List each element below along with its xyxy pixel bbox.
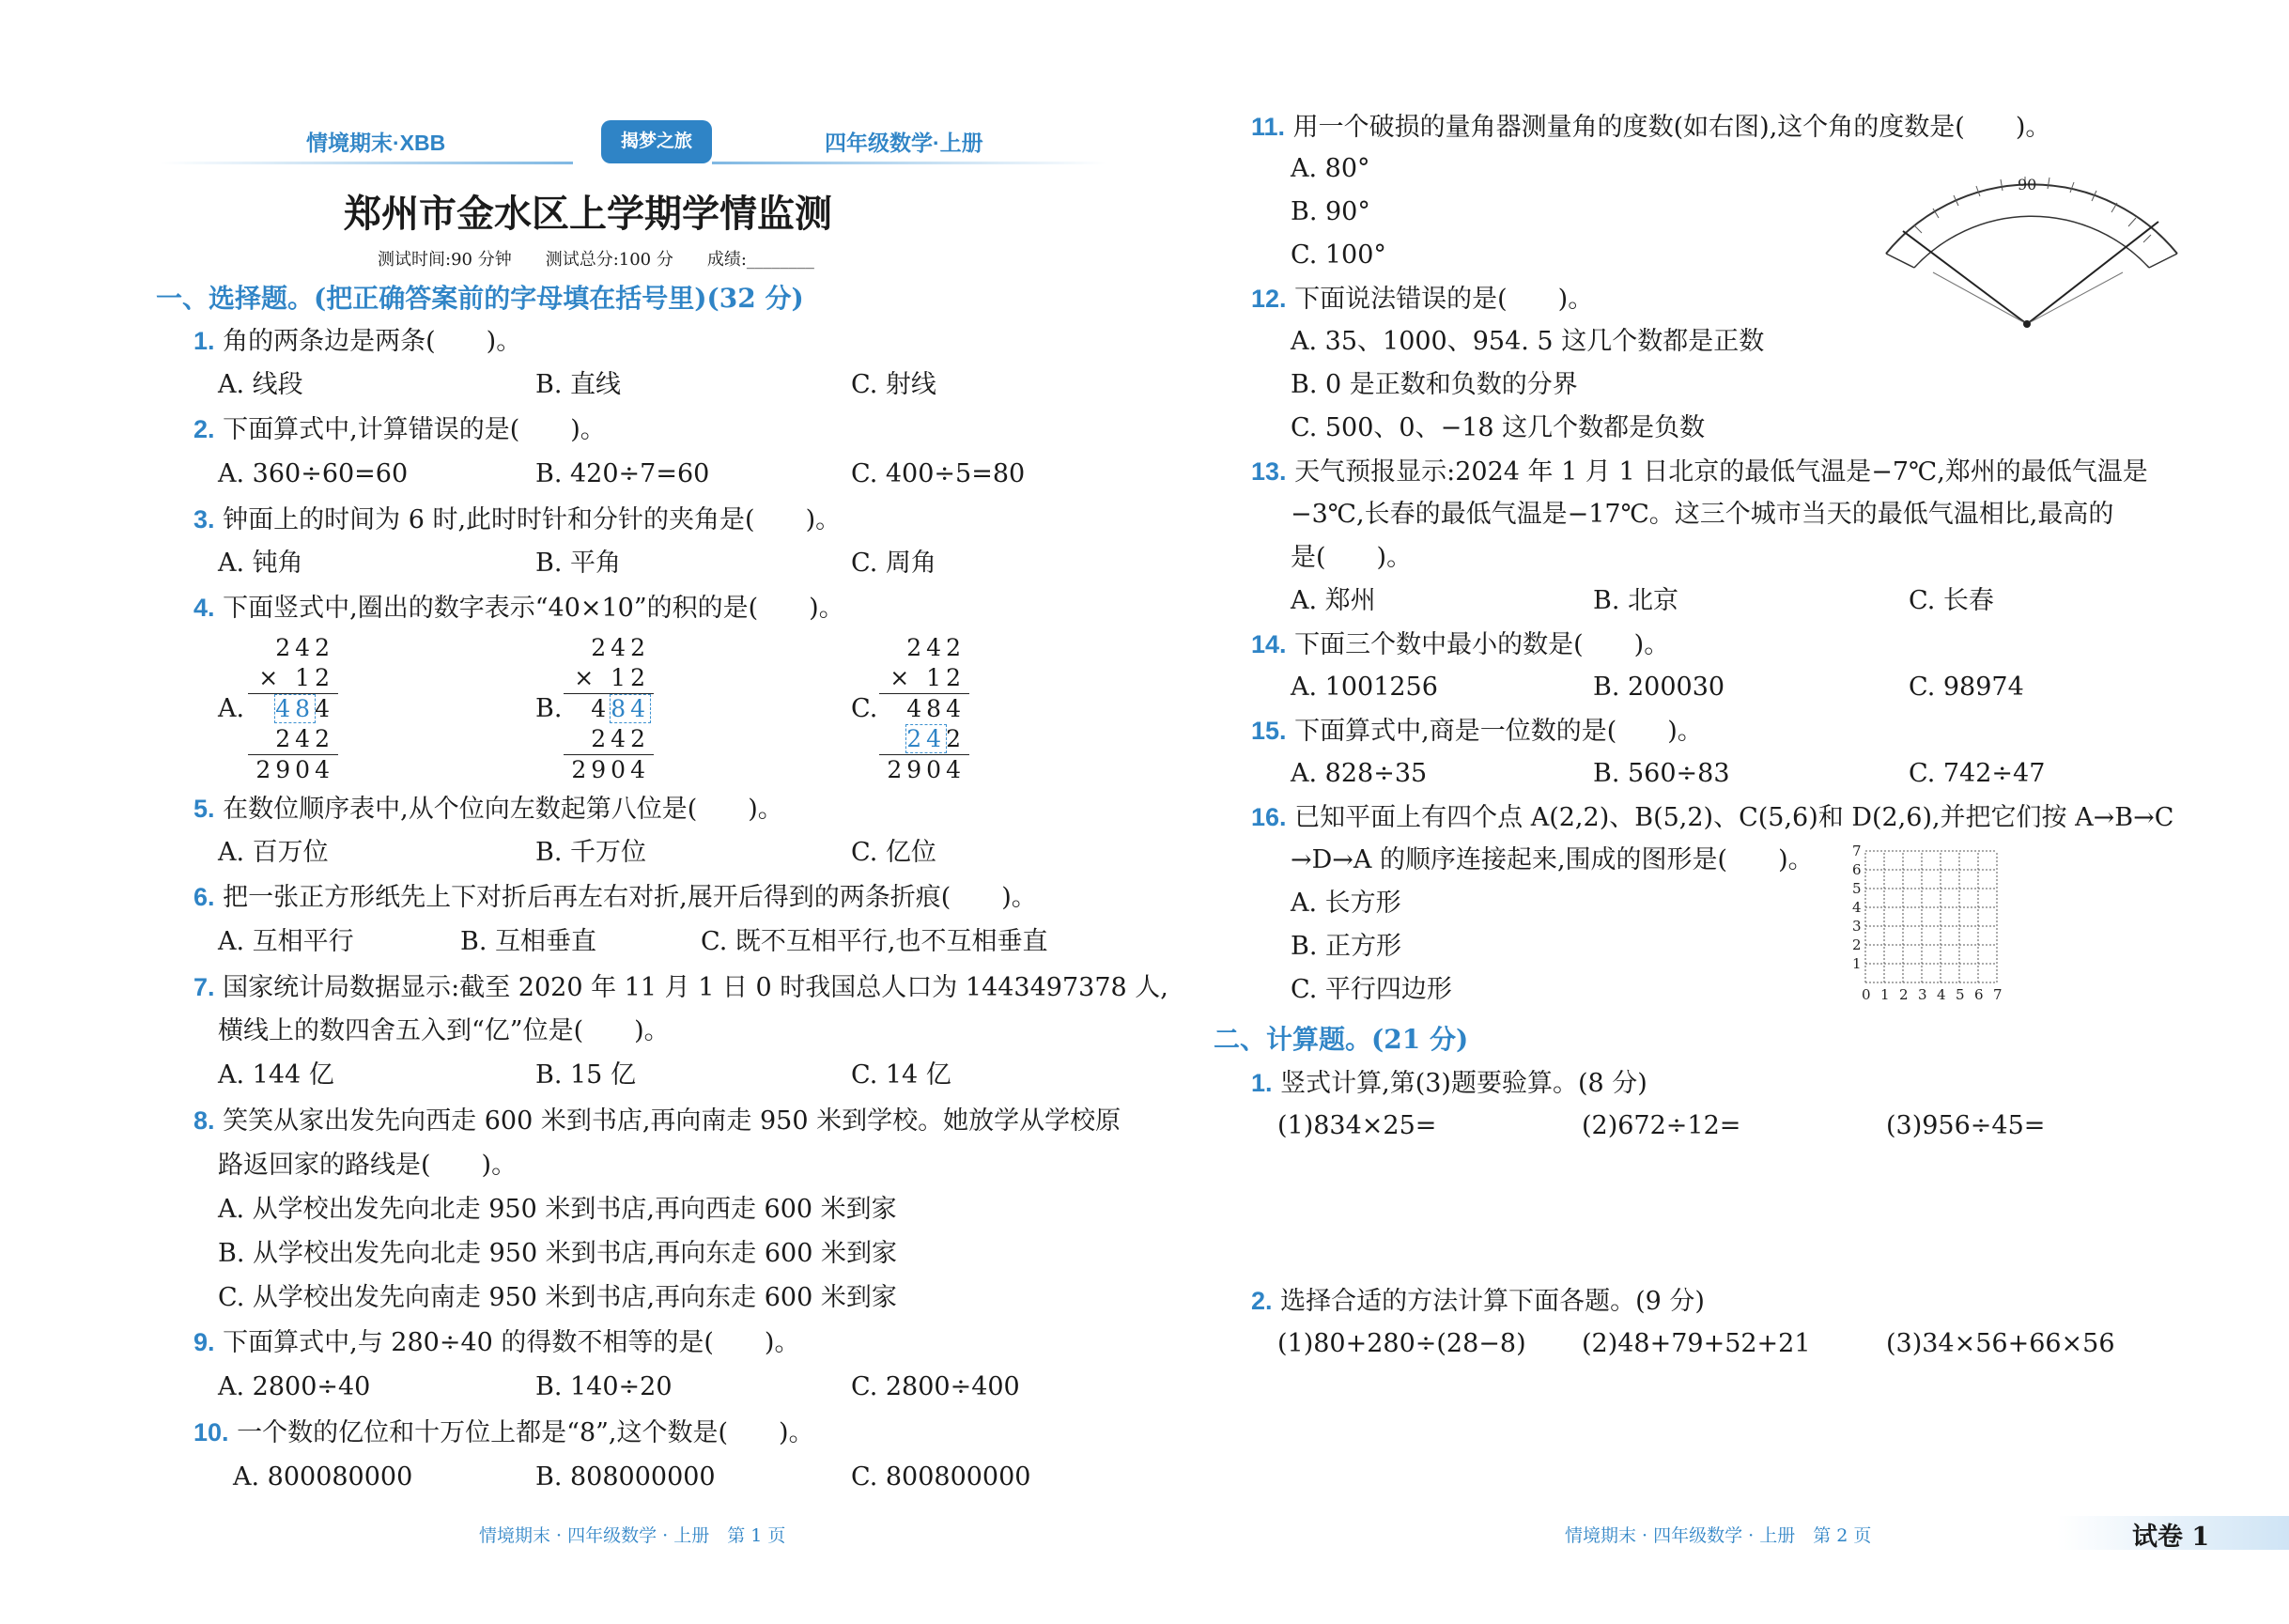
question-15 — [1251, 709, 1703, 753]
option-14a[interactable]: A. 1001256 — [1291, 673, 1438, 702]
q-number: 6. — [193, 883, 215, 911]
q-text: 竖式计算,第(3)题要验算。(8 分) — [1280, 1069, 1647, 1098]
question-13-line3: 是( )。 — [1291, 543, 1413, 572]
mult-result: 2904 — [571, 756, 650, 783]
option-9c[interactable]: C. 2800÷400 — [851, 1372, 1020, 1401]
q-number: 5. — [193, 795, 215, 823]
protractor-radius-left — [1933, 272, 2027, 324]
option-7a[interactable]: A. 144 亿 — [218, 1060, 334, 1090]
question-7 — [193, 966, 1168, 1010]
option-2a[interactable]: A. 360÷60=60 — [218, 459, 409, 488]
mult-partial1: 484 — [906, 695, 966, 722]
mult-partial1: 484 — [275, 695, 334, 722]
option-6a[interactable]: A. 互相平行 — [218, 927, 354, 956]
option-7c[interactable]: C. 14 亿 — [851, 1060, 951, 1090]
mult-top: 242 — [906, 634, 966, 661]
calc-item-2-1: (1)80+280÷(28−8) — [1277, 1329, 1526, 1358]
vertical-mult-b — [556, 633, 654, 785]
grid-lines — [1865, 851, 1997, 982]
grid-x-tick-label: 2 — [1899, 986, 1909, 1003]
grid-x-tick-label: 1 — [1880, 986, 1890, 1003]
question-6 — [193, 875, 1037, 920]
grid-y-tick-label: 3 — [1852, 918, 1862, 935]
header-logo: 揭梦之旅 — [601, 120, 712, 163]
grid-x-tick-label: 3 — [1918, 986, 1927, 1003]
vertical-mult-a — [240, 633, 338, 785]
coordinate-grid — [1847, 842, 2003, 1003]
question-16-line2: →D→A 的顺序连接起来,围成的图形是( )。 — [1291, 845, 1814, 874]
circled-digits: 24 — [906, 725, 947, 752]
option-1c[interactable]: C. 射线 — [851, 370, 936, 399]
option-1b[interactable]: B. 直线 — [535, 370, 622, 399]
option-10a[interactable]: A. 800080000 — [233, 1462, 413, 1492]
protractor-label-90: 90 — [2018, 176, 2037, 193]
q-number: 3. — [193, 505, 215, 534]
calc-item-1-2: (2)672÷12= — [1582, 1111, 1741, 1140]
option-6c[interactable]: C. 既不互相平行,也不互相垂直 — [701, 927, 1048, 956]
q-text: 用一个破损的量角器测量角的度数(如右图),这个角的度数是( )。 — [1292, 113, 2051, 142]
q-number: 12. — [1251, 285, 1287, 313]
grid-y-labels — [1852, 843, 1862, 972]
q-number: 8. — [193, 1106, 215, 1135]
circled-digits: 84 — [611, 695, 650, 722]
header-left-label: 情境期末·XBB — [306, 131, 446, 155]
protractor-radius-right — [2027, 272, 2123, 324]
q-text: 把一张正方形纸先上下对折后再左右对折,展开后得到的两条折痕( )。 — [223, 883, 1037, 912]
option-16b[interactable]: B. 正方形 — [1291, 932, 1402, 961]
q-number: 7. — [193, 973, 215, 1001]
option-14b[interactable]: B. 200030 — [1593, 673, 1725, 702]
option-13a[interactable]: A. 郑州 — [1291, 586, 1376, 615]
option-16a[interactable]: A. 长方形 — [1291, 889, 1401, 918]
option-5a[interactable]: A. 百万位 — [218, 838, 329, 867]
question-8-line2: 路返回家的路线是( )。 — [218, 1151, 518, 1180]
q-number: 16. — [1251, 803, 1287, 831]
section2-heading: 二、计算题。(21 分) — [1214, 1024, 1469, 1055]
grid-y-tick-label: 6 — [1852, 861, 1862, 878]
mult-mul: × 12 — [889, 664, 966, 691]
option-3b[interactable]: B. 平角 — [535, 549, 622, 578]
option-4b[interactable]: B. — [535, 694, 563, 723]
option-12b[interactable]: B. 0 是正数和负数的分界 — [1291, 370, 1578, 399]
option-9a[interactable]: A. 2800÷40 — [218, 1372, 371, 1401]
question-5 — [193, 787, 783, 831]
calc-item-2-3: (3)34×56+66×56 — [1886, 1329, 2115, 1358]
mult-partial2: 242 — [275, 725, 334, 752]
footer-tag: 试卷 1 — [2132, 1523, 2210, 1552]
header-right-label: 四年级数学·上册 — [825, 131, 983, 155]
option-13b[interactable]: B. 北京 — [1593, 586, 1679, 615]
mult-result: 2904 — [887, 756, 966, 783]
q-number: 14. — [1251, 630, 1287, 658]
q-text: 天气预报显示:2024 年 1 月 1 日北京的最低气温是−7℃,郑州的最低气温是 — [1294, 457, 2148, 487]
option-5c[interactable]: C. 亿位 — [851, 838, 936, 867]
footer-left: 情境期末 · 四年级数学 · 上册 第 1 页 — [479, 1525, 786, 1546]
q-text: 在数位顺序表中,从个位向左数起第八位是( )。 — [223, 795, 783, 824]
question-16 — [1251, 796, 2173, 840]
grid-y-tick-label: 4 — [1852, 899, 1862, 916]
section1-heading: 一、选择题。(把正确答案前的字母填在括号里)(32 分) — [156, 283, 804, 314]
grid-x-tick-label: 0 — [1862, 986, 1871, 1003]
option-2c[interactable]: C. 400÷5=80 — [851, 459, 1026, 488]
protractor-center — [2023, 320, 2031, 328]
option-15a[interactable]: A. 828÷35 — [1291, 759, 1428, 788]
question-11 — [1251, 105, 2050, 149]
option-8a[interactable]: A. 从学校出发先向北走 950 米到书店,再向西走 600 米到家 — [218, 1195, 897, 1224]
question-13-line2: −3℃,长春的最低气温是−17℃。这三个城市当天的最低气温相比,最高的 — [1291, 500, 2114, 529]
q-text: 已知平面上有四个点 A(2,2)、B(5,2)、C(5,6)和 D(2,6),并把它们按 A→B→C — [1294, 803, 2174, 832]
mult-mul: × 12 — [574, 664, 650, 691]
option-1a[interactable]: A. 线段 — [218, 370, 303, 399]
question-8 — [193, 1099, 1121, 1143]
circled-digits: 48 — [275, 695, 316, 722]
option-15c[interactable]: C. 742÷47 — [1909, 759, 2046, 788]
vertical-mult-c — [872, 633, 969, 785]
option-10c[interactable]: C. 800800000 — [851, 1462, 1031, 1492]
q-number: 1. — [1251, 1069, 1273, 1097]
grid-y-tick-label: 2 — [1852, 936, 1862, 953]
grid-y-tick-label: 5 — [1852, 880, 1862, 897]
question-12 — [1251, 277, 1593, 321]
q-text: 钟面上的时间为 6 时,此时时针和分针的夹角是( )。 — [223, 505, 842, 534]
option-10b[interactable]: B. 808000000 — [535, 1462, 716, 1492]
option-3c[interactable]: C. 周角 — [851, 549, 936, 578]
option-6b[interactable]: B. 互相垂直 — [460, 927, 597, 956]
question-1 — [193, 319, 521, 363]
option-11c[interactable]: C. 100° — [1291, 240, 1386, 270]
question-4 — [193, 586, 844, 630]
question-9 — [193, 1321, 799, 1365]
question-7-line2: 横线上的数四舍五入到“亿”位是( )。 — [218, 1016, 670, 1045]
option-4a[interactable]: A. — [218, 694, 245, 723]
footer-right: 情境期末 · 四年级数学 · 上册 第 2 页 — [1565, 1525, 1872, 1546]
exam-meta: 测试时间:90 分钟 测试总分:100 分 成绩:________ — [378, 250, 814, 270]
q-number: 15. — [1251, 717, 1287, 745]
calc-item-1-3: (3)956÷45= — [1886, 1111, 2046, 1140]
option-15b[interactable]: B. 560÷83 — [1593, 759, 1730, 788]
option-11a[interactable]: A. 80° — [1291, 154, 1370, 183]
q-number: 10. — [193, 1418, 229, 1446]
question-13 — [1251, 450, 2148, 494]
q-text: 国家统计局数据显示:截至 2020 年 11 月 1 日 0 时我国总人口为 1443497378 人, — [223, 973, 1168, 1002]
q-number: 13. — [1251, 457, 1287, 486]
mult-top: 242 — [275, 634, 334, 661]
calc-question-1 — [1251, 1061, 1647, 1106]
option-11b[interactable]: B. 90° — [1291, 197, 1370, 226]
q-number: 2. — [1251, 1287, 1273, 1315]
protractor-figure — [1877, 150, 2187, 329]
grid-y-tick-label: 1 — [1852, 955, 1862, 972]
option-2b[interactable]: B. 420÷7=60 — [535, 459, 710, 488]
protractor-scale-band — [1886, 254, 2177, 268]
calc-question-2 — [1251, 1279, 1705, 1323]
mult-partial2: 242 — [591, 725, 650, 752]
q-number: 9. — [193, 1328, 215, 1356]
q-text: 下面算式中,与 280÷40 的得数不相等的是( )。 — [223, 1328, 800, 1357]
exam-title: 郑州市金水区上学期学情监测 — [344, 193, 832, 235]
mult-partial2: 242 — [906, 725, 966, 752]
q-text: 笑笑从家出发先向西走 600 米到书店,再向南走 950 米到学校。她放学从学校原 — [223, 1106, 1121, 1136]
mult-top: 242 — [591, 634, 650, 661]
option-14c[interactable]: C. 98974 — [1909, 673, 2024, 702]
q-number: 4. — [193, 594, 215, 622]
grid-x-tick-label: 4 — [1937, 986, 1946, 1003]
option-16c[interactable]: C. 平行四边形 — [1291, 975, 1452, 1004]
grid-x-tick-label: 7 — [1993, 986, 2003, 1003]
q-number: 2. — [193, 415, 215, 443]
q-text: 一个数的亿位和十万位上都是“8”,这个数是( )。 — [237, 1418, 814, 1447]
protractor-outer-arc — [1886, 184, 2177, 254]
question-2 — [193, 408, 606, 452]
mult-mul: × 12 — [258, 664, 334, 691]
grid-x-tick-label: 5 — [1956, 986, 1965, 1003]
q-text: 下面三个数中最小的数是( )。 — [1294, 630, 1670, 659]
q-text: 下面说法错误的是( )。 — [1294, 285, 1594, 314]
grid-x-tick-label: 6 — [1974, 986, 1984, 1003]
q-text: 选择合适的方法计算下面各题。(9 分) — [1280, 1287, 1705, 1316]
option-12c[interactable]: C. 500、0、−18 这几个数都是负数 — [1291, 413, 1706, 442]
q-number: 11. — [1251, 113, 1286, 141]
question-3 — [193, 498, 841, 542]
option-7b[interactable]: B. 15 亿 — [535, 1060, 636, 1090]
grid-y-tick-label: 7 — [1852, 843, 1862, 859]
grid-x-labels — [1862, 986, 2003, 1003]
option-13c[interactable]: C. 长春 — [1909, 586, 1994, 615]
q-text: 角的两条边是两条( )。 — [223, 327, 522, 356]
question-10 — [193, 1411, 814, 1455]
mult-partial1: 484 — [591, 695, 650, 722]
angle-ray-left — [1903, 231, 2027, 324]
q-text: 下面算式中,商是一位数的是( )。 — [1294, 717, 1703, 746]
option-9b[interactable]: B. 140÷20 — [535, 1372, 673, 1401]
q-text: 下面竖式中,圈出的数字表示“40×10”的积的是( )。 — [223, 594, 844, 623]
header-rule-left — [160, 162, 573, 164]
question-14 — [1251, 623, 1669, 667]
option-8b[interactable]: B. 从学校出发先向北走 950 米到书店,再向东走 600 米到家 — [218, 1239, 897, 1268]
q-number: 1. — [193, 327, 215, 355]
calc-item-1-1: (1)834×25= — [1277, 1111, 1437, 1140]
mult-result: 2904 — [255, 756, 334, 783]
option-8c[interactable]: C. 从学校出发先向南走 950 米到书店,再向东走 600 米到家 — [218, 1283, 897, 1312]
option-4c[interactable]: C. — [851, 694, 878, 723]
protractor-inner-arc — [1914, 216, 2149, 268]
option-3a[interactable]: A. 钝角 — [218, 549, 303, 578]
option-5b[interactable]: B. 千万位 — [535, 838, 647, 867]
header-rule-right — [712, 162, 1106, 164]
option-12a[interactable]: A. 35、1000、954. 5 这几个数都是正数 — [1291, 327, 1765, 356]
angle-ray-right — [2027, 222, 2158, 324]
q-text: 下面算式中,计算错误的是( )。 — [223, 415, 606, 444]
calc-item-2-2: (2)48+79+52+21 — [1582, 1329, 1811, 1358]
